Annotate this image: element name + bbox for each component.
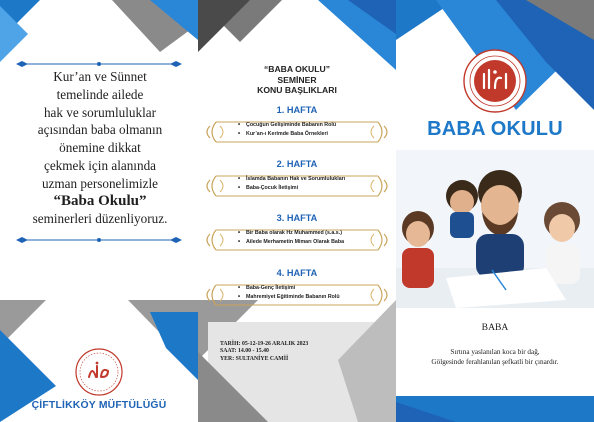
week-topics bbox=[238, 121, 368, 140]
week-topics bbox=[238, 284, 368, 303]
week-topics bbox=[238, 229, 368, 248]
middle-panel bbox=[198, 0, 396, 422]
week-block bbox=[198, 212, 396, 246]
poem-line: Gölgesinde ferahlanılan şefkatli bir çınardır. bbox=[431, 358, 559, 367]
topic-item: • Baba-Çocuk İletişimi bbox=[238, 184, 368, 193]
poem-line: Sırtına yaslanılan koca bir dağ, bbox=[450, 348, 540, 356]
topic-item: • Bir Baba olarak Hz Muhammed (s.a.s.) bbox=[238, 229, 368, 238]
family-photo bbox=[396, 150, 594, 308]
week-block bbox=[198, 104, 396, 138]
seminar-title-line: KONU BAŞLIKLARI bbox=[257, 85, 337, 96]
seminar-title-line: “BABA OKULU” bbox=[263, 64, 331, 74]
left-panel bbox=[0, 0, 198, 422]
intro-line-highlight: “Baba Okulu” bbox=[53, 192, 147, 209]
event-date: TARİH: 05-12-19-26 ARALIK 2023 bbox=[220, 341, 309, 347]
brochure-title: BABA OKULU bbox=[427, 118, 563, 140]
week-label: 3. HAFTA bbox=[276, 213, 318, 223]
intro-line: uzman personelimizle bbox=[41, 175, 159, 191]
topic-item: • Kur’an-ı Kerimde Baba Örnekleri bbox=[238, 130, 368, 139]
topic-item: • Baba-Genç İletişimi bbox=[238, 284, 368, 293]
right-panel bbox=[396, 0, 594, 422]
week-label: 4. HAFTA bbox=[276, 268, 318, 278]
top-ornament bbox=[16, 60, 182, 68]
baba-heading: BABA bbox=[481, 322, 509, 333]
bottom-ornament bbox=[16, 236, 182, 244]
week-label: 1. HAFTA bbox=[276, 105, 318, 115]
intro-line: hak ve sorumluluklar bbox=[43, 104, 157, 120]
topic-item: • Mahremiyet Eğitiminde Babanın Rolü bbox=[238, 293, 368, 302]
seminar-title bbox=[198, 64, 396, 96]
intro-line: seminerleri düzenliyoruz. bbox=[32, 211, 168, 227]
topic-item: • Çocuğun Gelişiminde Babanın Rolü bbox=[238, 121, 368, 130]
diyanet-seal-icon bbox=[462, 48, 528, 114]
week-block bbox=[198, 158, 396, 192]
intro-line: çekmek için alanında bbox=[43, 157, 157, 173]
baba-poem bbox=[396, 347, 594, 367]
topic-item: • Ailede Merhametin Mimarı Olarak Baba bbox=[238, 238, 368, 247]
intro-line: Kur’an ve Sünnet bbox=[53, 69, 147, 84]
week-topics bbox=[238, 175, 368, 194]
intro-text bbox=[12, 68, 188, 228]
intro-line: açısından baba olmanın bbox=[37, 122, 163, 138]
event-place: YER: SULTANİYE CAMİİ bbox=[220, 355, 289, 362]
mufti-office-name: ÇİFTLİKKÖY MÜFTÜLÜĞÜ bbox=[31, 400, 167, 411]
aile-logo-icon bbox=[72, 347, 126, 397]
event-info bbox=[220, 341, 380, 363]
topic-item: • İslamda Babanın Hak ve Sorumlulukları bbox=[238, 175, 368, 184]
seminar-title-line: SEMİNER bbox=[277, 74, 317, 85]
intro-line: önemine dikkat bbox=[59, 140, 141, 156]
intro-line: temelinde ailede bbox=[56, 86, 144, 102]
week-block bbox=[198, 267, 396, 301]
week-label: 2. HAFTA bbox=[276, 159, 318, 169]
event-time: SAAT: 14.00 - 15.40 bbox=[220, 348, 269, 355]
